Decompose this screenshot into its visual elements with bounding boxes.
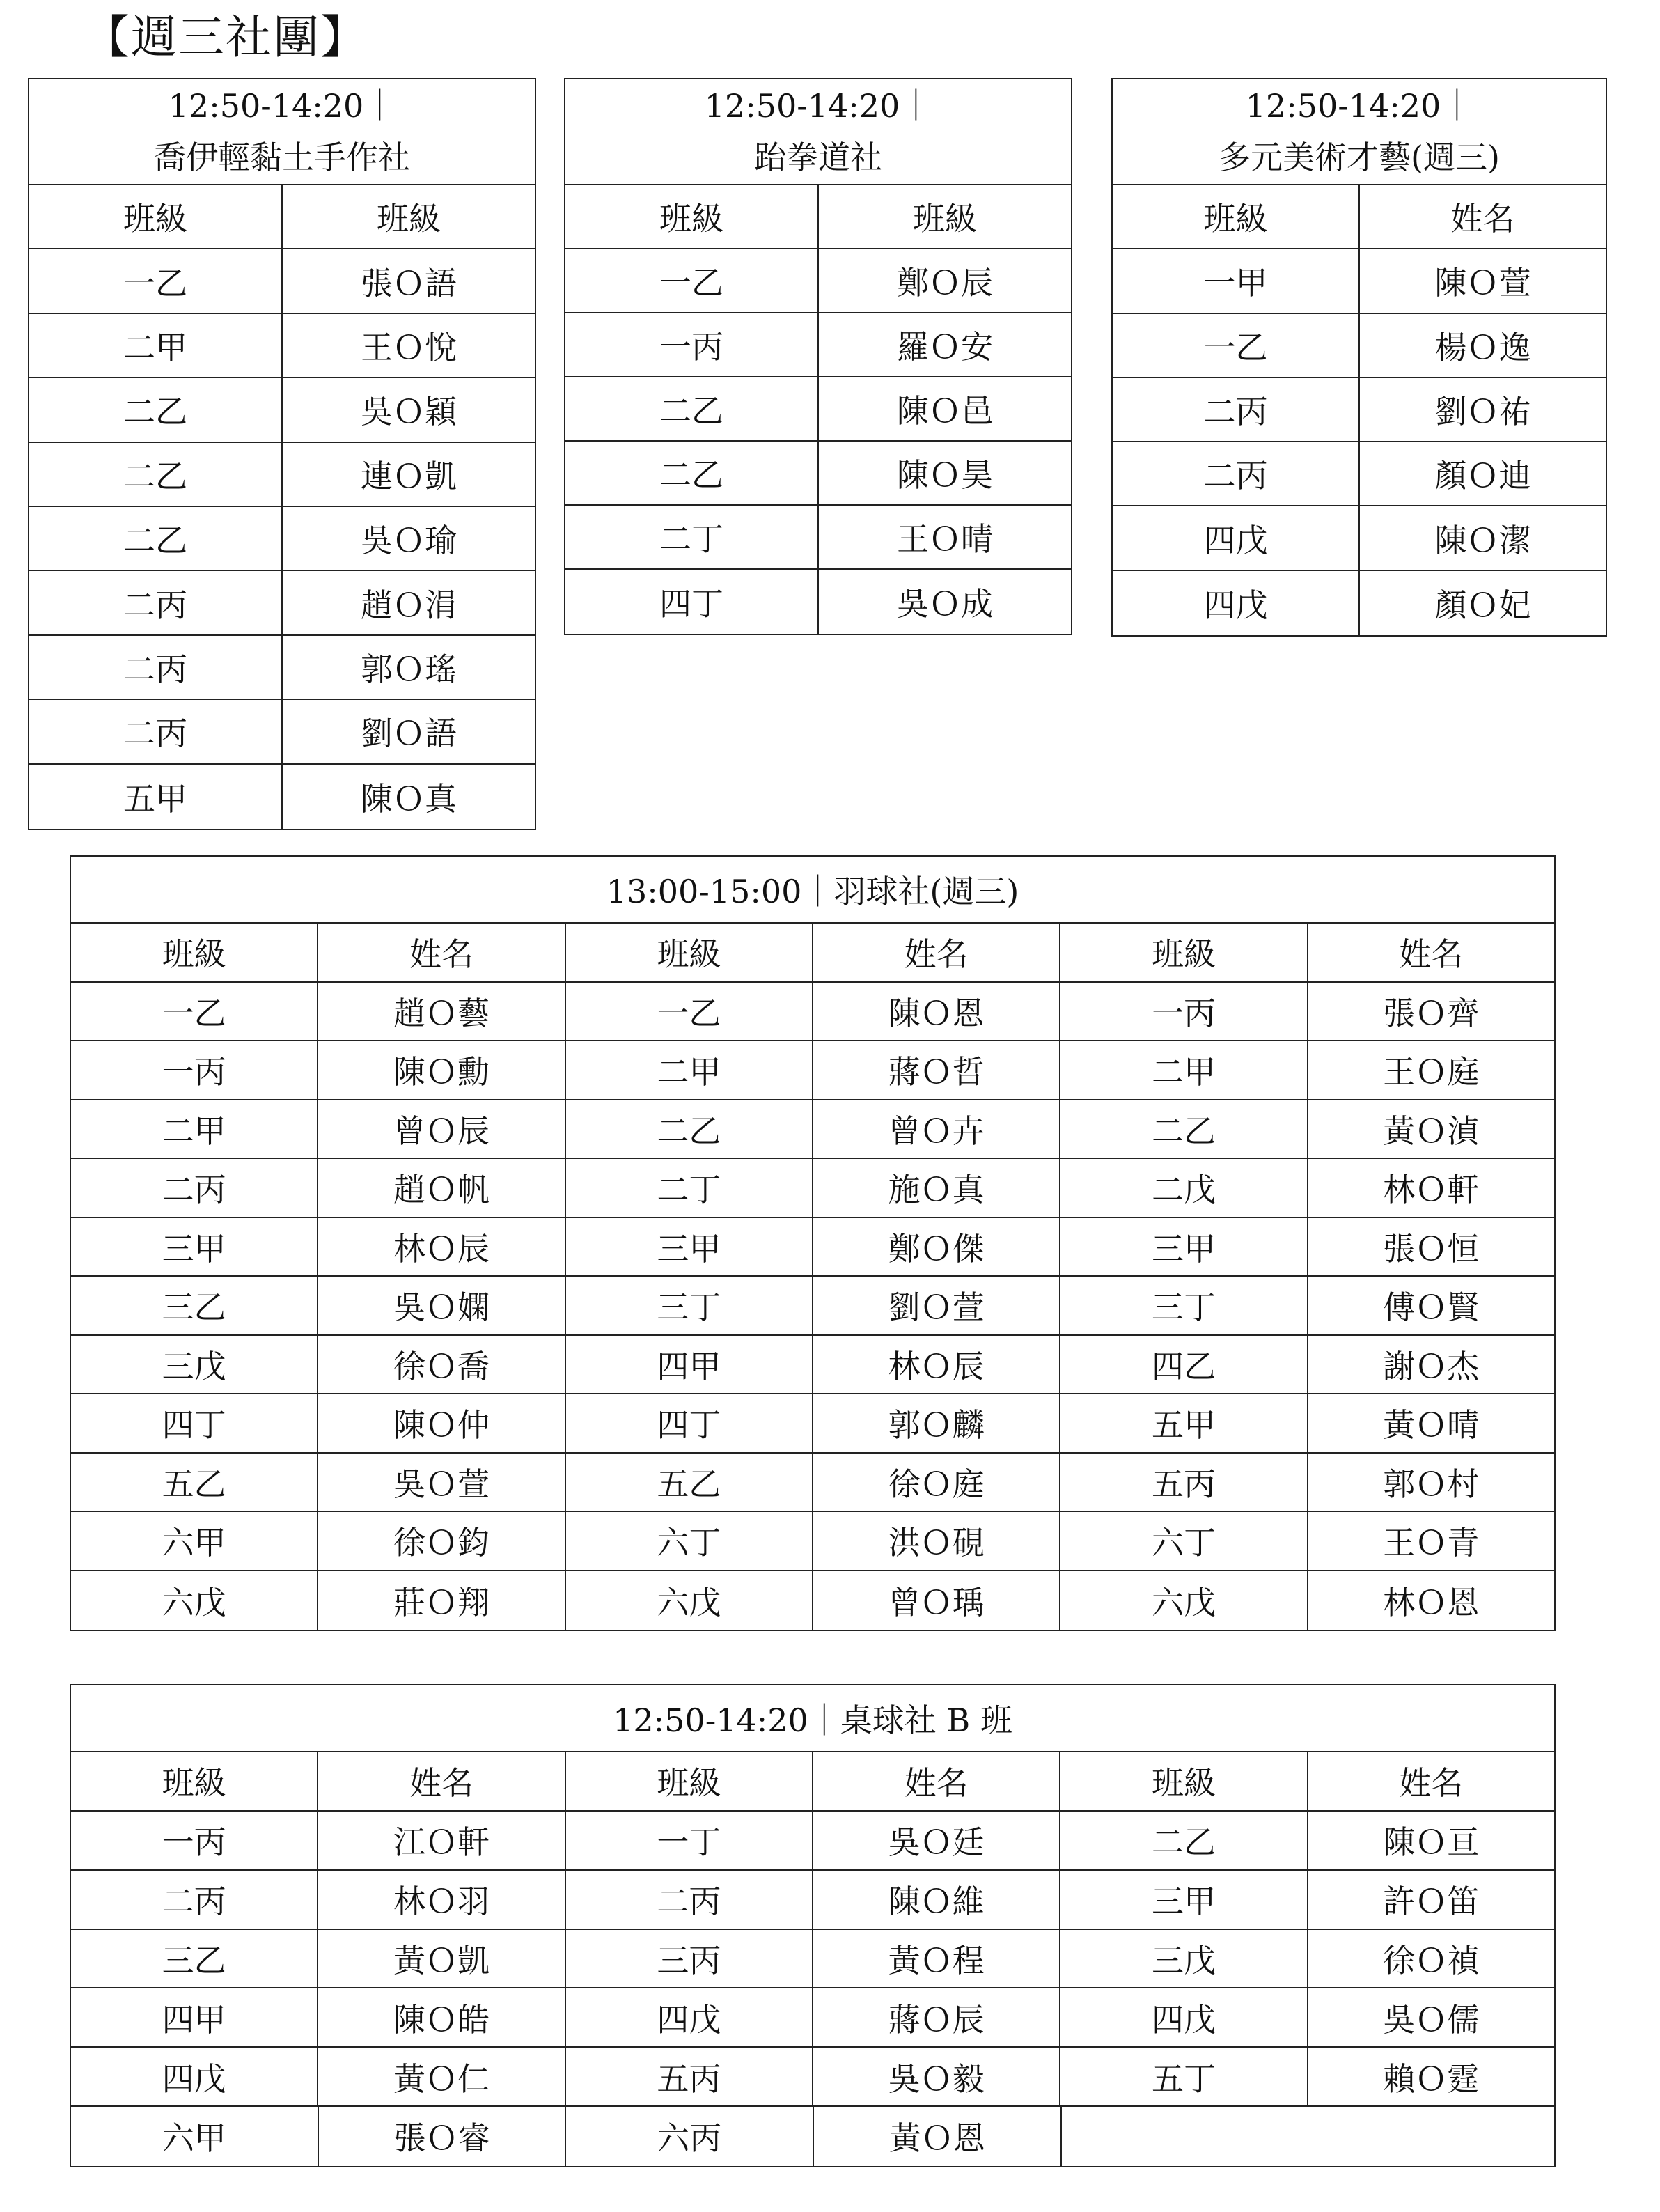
- table-row: [1113, 571, 1606, 635]
- class-cell: 三甲: [566, 1218, 813, 1276]
- table-row: [71, 1100, 1554, 1160]
- class-cell: 五甲: [1060, 1394, 1308, 1452]
- name-cell: 趙Ｏ藝: [318, 983, 565, 1041]
- name-cell: 顏Ｏ妃: [1434, 586, 1531, 624]
- club-table-header: [1113, 79, 1606, 185]
- table-row: [1113, 249, 1606, 313]
- table-row: [71, 1218, 1554, 1277]
- column-header: 班級: [566, 1752, 813, 1810]
- class-cell: 四戊: [566, 1988, 813, 2046]
- name-cell: 吳Ｏ成: [897, 585, 993, 623]
- badminton-table: [70, 855, 1556, 1631]
- class-cell: 二丙: [71, 1871, 318, 1929]
- club-table-art: [1111, 78, 1607, 637]
- name-cell: 賴Ｏ霆: [1383, 2059, 1480, 2098]
- name-cell: 陳Ｏ邑: [897, 392, 993, 430]
- class-cell: 二乙: [1060, 1100, 1308, 1158]
- class-cell: 六甲: [71, 2107, 319, 2166]
- club-time: 12:50-14:20｜: [1245, 87, 1473, 125]
- name-cell: 連Ｏ凱: [361, 457, 457, 495]
- class-cell: 六戊: [1060, 1571, 1308, 1630]
- table-row: [29, 507, 535, 571]
- name-cell: 陳Ｏ勳: [318, 1041, 565, 1099]
- name-cell: 吳Ｏ嫻: [318, 1277, 565, 1334]
- class-cell: 二乙: [29, 507, 283, 570]
- class-cell: 三丁: [566, 1277, 813, 1334]
- table-row: [29, 443, 535, 507]
- class-cell: 三丁: [1060, 1277, 1308, 1334]
- name-cell: 黃Ｏ晴: [1383, 1406, 1480, 1444]
- table-row: [1113, 442, 1606, 506]
- class-cell: 五乙: [566, 1454, 813, 1511]
- class-cell: 二甲: [1060, 1041, 1308, 1099]
- table-row: [565, 570, 1071, 634]
- column-header: 姓名: [318, 1752, 565, 1810]
- name-cell: 徐Ｏ喬: [318, 1336, 565, 1394]
- name-cell: 黃Ｏ凱: [318, 1930, 565, 1988]
- table-row: [71, 1571, 1554, 1630]
- class-cell: 六丁: [566, 1512, 813, 1570]
- name-cell: 郭Ｏ瑤: [361, 650, 457, 688]
- table-row: [71, 983, 1554, 1042]
- table-row: [29, 765, 535, 829]
- class-cell: 一乙: [71, 983, 318, 1041]
- class-cell: 五丙: [1060, 1454, 1308, 1511]
- class-cell: 三戊: [71, 1336, 318, 1394]
- class-cell: 一丙: [565, 313, 819, 376]
- name-cell: 趙Ｏ涓: [361, 586, 457, 624]
- class-cell: 二乙: [565, 442, 819, 504]
- name-cell: 陳Ｏ維: [813, 1871, 1060, 1929]
- class-cell: 一丁: [566, 1812, 813, 1869]
- class-cell: 一乙: [29, 249, 283, 312]
- name-cell: 謝Ｏ杰: [1383, 1347, 1480, 1385]
- name-cell: 楊Ｏ逸: [1434, 328, 1531, 366]
- class-cell: 二乙: [1060, 1812, 1308, 1869]
- name-cell: 傅Ｏ賢: [1383, 1288, 1480, 1327]
- class-cell: 五丙: [566, 2048, 813, 2105]
- class-cell: 四甲: [71, 1988, 318, 2046]
- table-row: [71, 1812, 1554, 1871]
- name-cell: 徐Ｏ鈞: [318, 1512, 565, 1570]
- table-row: [71, 1930, 1554, 1989]
- name-cell: 蔣Ｏ哲: [813, 1041, 1060, 1099]
- class-cell: 六戊: [71, 1571, 318, 1630]
- table-row: [71, 1277, 1554, 1336]
- column-header-row: [1113, 185, 1606, 249]
- column-header: 班級: [565, 185, 819, 248]
- column-header: 班級: [1060, 1752, 1308, 1810]
- column-header: 姓名: [1399, 1764, 1464, 1802]
- class-cell: 二丙: [1113, 378, 1360, 441]
- table-row: [1113, 314, 1606, 378]
- table-tennis-table: [70, 1684, 1556, 2167]
- name-cell: 許Ｏ笛: [1383, 1883, 1480, 1921]
- class-cell: 二丙: [71, 1159, 318, 1217]
- name-cell: 吳Ｏ穎: [361, 393, 457, 431]
- name-cell: 林Ｏ羽: [318, 1871, 565, 1929]
- name-cell: 莊Ｏ翔: [318, 1571, 565, 1630]
- name-cell: 陳Ｏ仲: [318, 1394, 565, 1452]
- column-header: 姓名: [813, 1752, 1060, 1810]
- table-row: [71, 2048, 1554, 2107]
- class-cell: 四戊: [1113, 571, 1360, 635]
- class-cell: 一甲: [1113, 249, 1360, 312]
- class-cell: 三乙: [71, 1930, 318, 1988]
- column-header-row: [29, 185, 535, 249]
- name-cell: 張Ｏ齊: [1383, 994, 1480, 1032]
- class-cell: 六戊: [566, 1571, 813, 1630]
- table-tennis-title: 12:50-14:20｜桌球社 B 班: [71, 1685, 1554, 1752]
- class-cell: 三甲: [71, 1218, 318, 1276]
- name-cell: 劉Ｏ萱: [813, 1277, 1060, 1334]
- table-row: [29, 571, 535, 635]
- class-cell: 二甲: [71, 1100, 318, 1158]
- club-table-header: [29, 79, 535, 185]
- class-cell: 五丁: [1060, 2048, 1308, 2105]
- name-cell: 陳Ｏ萱: [1434, 264, 1531, 302]
- name-cell: 江Ｏ軒: [318, 1812, 565, 1869]
- name-cell: 林Ｏ軒: [1383, 1171, 1480, 1209]
- column-header: 姓名: [1450, 200, 1515, 238]
- name-cell: 洪Ｏ硯: [813, 1512, 1060, 1570]
- table-row: [565, 249, 1071, 313]
- table-row: [71, 2107, 1554, 2166]
- table-row: [565, 377, 1071, 442]
- badminton-title: 13:00-15:00｜羽球社(週三): [71, 857, 1554, 924]
- class-cell: 二丙: [1113, 442, 1360, 505]
- class-cell: 六丙: [566, 2107, 814, 2166]
- class-cell: 二丙: [29, 700, 283, 763]
- table-row: [71, 1336, 1554, 1395]
- class-cell: 四甲: [566, 1336, 813, 1394]
- class-cell: 二丁: [565, 506, 819, 568]
- club-table-taekwondo: [564, 78, 1072, 635]
- name-cell: 陳Ｏ皓: [318, 1988, 565, 2046]
- column-header: 班級: [71, 1752, 318, 1810]
- class-cell: 二乙: [29, 443, 283, 506]
- class-cell: 五乙: [71, 1454, 318, 1511]
- name-cell: 黃Ｏ湞: [1383, 1112, 1480, 1150]
- name-cell: 徐Ｏ庭: [813, 1454, 1060, 1511]
- column-header-row: [71, 1752, 1554, 1812]
- table-row: [71, 1454, 1554, 1513]
- club-name: 喬伊輕黏土手作社: [154, 139, 410, 176]
- name-cell: 陳Ｏ亘: [1383, 1823, 1480, 1862]
- column-header: 班級: [1113, 185, 1360, 248]
- name-cell: 王Ｏ青: [1383, 1524, 1480, 1562]
- name-cell: 曾Ｏ卉: [813, 1100, 1060, 1158]
- name-cell: 黃Ｏ恩: [814, 2107, 1062, 2166]
- name-cell: 陳Ｏ潔: [1434, 521, 1531, 559]
- column-header: 班級: [913, 200, 977, 237]
- table-row: [29, 378, 535, 442]
- table-row: [29, 314, 535, 378]
- name-cell: 鄭Ｏ辰: [897, 264, 993, 302]
- club-name: 跆拳道社: [754, 139, 882, 176]
- column-header: 姓名: [813, 924, 1060, 981]
- name-cell: 王Ｏ悅: [361, 328, 457, 366]
- class-cell: 二甲: [29, 314, 283, 377]
- name-cell: 徐Ｏ禎: [1383, 1941, 1480, 1979]
- name-cell: 黃Ｏ仁: [318, 2048, 565, 2105]
- club-time: 12:50-14:20｜: [704, 87, 932, 125]
- table-row: [565, 506, 1071, 570]
- class-cell: [1062, 2107, 1308, 2166]
- name-cell: 顏Ｏ迪: [1434, 457, 1531, 495]
- table-row: [1113, 506, 1606, 570]
- name-cell: 吳Ｏ廷: [813, 1812, 1060, 1869]
- class-cell: 四丁: [566, 1394, 813, 1452]
- name-cell: 林Ｏ恩: [1383, 1583, 1480, 1621]
- column-header: 班級: [1060, 924, 1308, 981]
- name-cell: 鄭Ｏ傑: [813, 1218, 1060, 1276]
- column-header-row: [565, 185, 1071, 249]
- name-cell: 張Ｏ語: [361, 264, 457, 302]
- class-cell: 三丙: [566, 1930, 813, 1988]
- name-cell: 陳Ｏ昊: [897, 456, 993, 494]
- class-cell: 三戊: [1060, 1930, 1308, 1988]
- table-row: [565, 442, 1071, 506]
- name-cell: 吳Ｏ瑜: [361, 522, 457, 560]
- class-cell: 二戊: [1060, 1159, 1308, 1217]
- column-header: 姓名: [318, 924, 565, 981]
- class-cell: 六甲: [71, 1512, 318, 1570]
- page-title: 【週三社團】: [84, 10, 368, 64]
- name-cell: 劉Ｏ語: [361, 715, 457, 753]
- name-cell: 林Ｏ辰: [813, 1336, 1060, 1394]
- name-cell: 王Ｏ晴: [897, 520, 993, 558]
- table-row: [29, 636, 535, 700]
- name-cell: 曾Ｏ瑀: [813, 1571, 1060, 1630]
- class-cell: 一丙: [71, 1812, 318, 1869]
- table-row: [565, 313, 1071, 377]
- name-cell: 陳Ｏ真: [361, 779, 457, 818]
- table-row: [29, 249, 535, 313]
- name-cell: 郭Ｏ村: [1383, 1465, 1480, 1503]
- class-cell: 一丙: [1060, 983, 1308, 1041]
- club-table-header: [565, 79, 1071, 185]
- class-cell: 三甲: [1060, 1871, 1308, 1929]
- name-cell: 郭Ｏ麟: [813, 1394, 1060, 1452]
- table-row: [71, 1041, 1554, 1100]
- class-cell: 三乙: [71, 1277, 318, 1334]
- table-row: [71, 1988, 1554, 2048]
- class-cell: 一乙: [566, 983, 813, 1041]
- name-cell: [1308, 2107, 1554, 2166]
- class-cell: 二丙: [29, 636, 283, 699]
- club-name: 多元美術才藝(週三): [1219, 139, 1500, 176]
- name-cell: 吳Ｏ儒: [1383, 2000, 1480, 2039]
- class-cell: 四戊: [1060, 1988, 1308, 2046]
- column-header-row: [71, 924, 1554, 983]
- name-cell: 吳Ｏ萱: [318, 1454, 565, 1511]
- club-time: 12:50-14:20｜: [168, 87, 396, 125]
- class-cell: 四丁: [565, 570, 819, 634]
- column-header: 班級: [29, 185, 283, 248]
- name-cell: 黃Ｏ程: [813, 1930, 1060, 1988]
- class-cell: 二乙: [29, 378, 283, 441]
- class-cell: 二丙: [566, 1871, 813, 1929]
- table-row: [71, 1871, 1554, 1930]
- class-cell: 二丙: [29, 571, 283, 634]
- column-header: 班級: [71, 924, 318, 981]
- name-cell: 施Ｏ真: [813, 1159, 1060, 1217]
- table-row: [29, 700, 535, 764]
- table-row: [1113, 378, 1606, 442]
- name-cell: 陳Ｏ恩: [813, 983, 1060, 1041]
- name-cell: 蔣Ｏ辰: [813, 1988, 1060, 2046]
- name-cell: 曾Ｏ辰: [318, 1100, 565, 1158]
- class-cell: 四丁: [71, 1394, 318, 1452]
- name-cell: 張Ｏ恒: [1383, 1229, 1480, 1268]
- class-cell: 一乙: [1113, 314, 1360, 377]
- class-cell: 五甲: [29, 765, 283, 829]
- class-cell: 二甲: [566, 1041, 813, 1099]
- table-row: [71, 1512, 1554, 1571]
- name-cell: 吳Ｏ毅: [813, 2048, 1060, 2105]
- class-cell: 二乙: [565, 377, 819, 440]
- class-cell: 二乙: [566, 1100, 813, 1158]
- name-cell: 趙Ｏ帆: [318, 1159, 565, 1217]
- name-cell: 羅Ｏ安: [897, 328, 993, 366]
- name-cell: 王Ｏ庭: [1383, 1053, 1480, 1091]
- name-cell: 張Ｏ睿: [319, 2107, 567, 2166]
- column-header: 班級: [377, 200, 441, 238]
- class-cell: 二丁: [566, 1159, 813, 1217]
- column-header: 姓名: [1399, 935, 1464, 974]
- class-cell: 四戊: [1113, 506, 1360, 569]
- class-cell: 三甲: [1060, 1218, 1308, 1276]
- class-cell: 一乙: [565, 249, 819, 312]
- column-header: 班級: [566, 924, 813, 981]
- name-cell: 劉Ｏ祐: [1434, 392, 1531, 430]
- class-cell: 一丙: [71, 1041, 318, 1099]
- club-table-clay: [28, 78, 536, 830]
- table-row: [71, 1394, 1554, 1454]
- class-cell: 四乙: [1060, 1336, 1308, 1394]
- class-cell: 六丁: [1060, 1512, 1308, 1570]
- table-row: [71, 1159, 1554, 1218]
- name-cell: 林Ｏ辰: [318, 1218, 565, 1276]
- class-cell: 四戊: [71, 2048, 318, 2105]
